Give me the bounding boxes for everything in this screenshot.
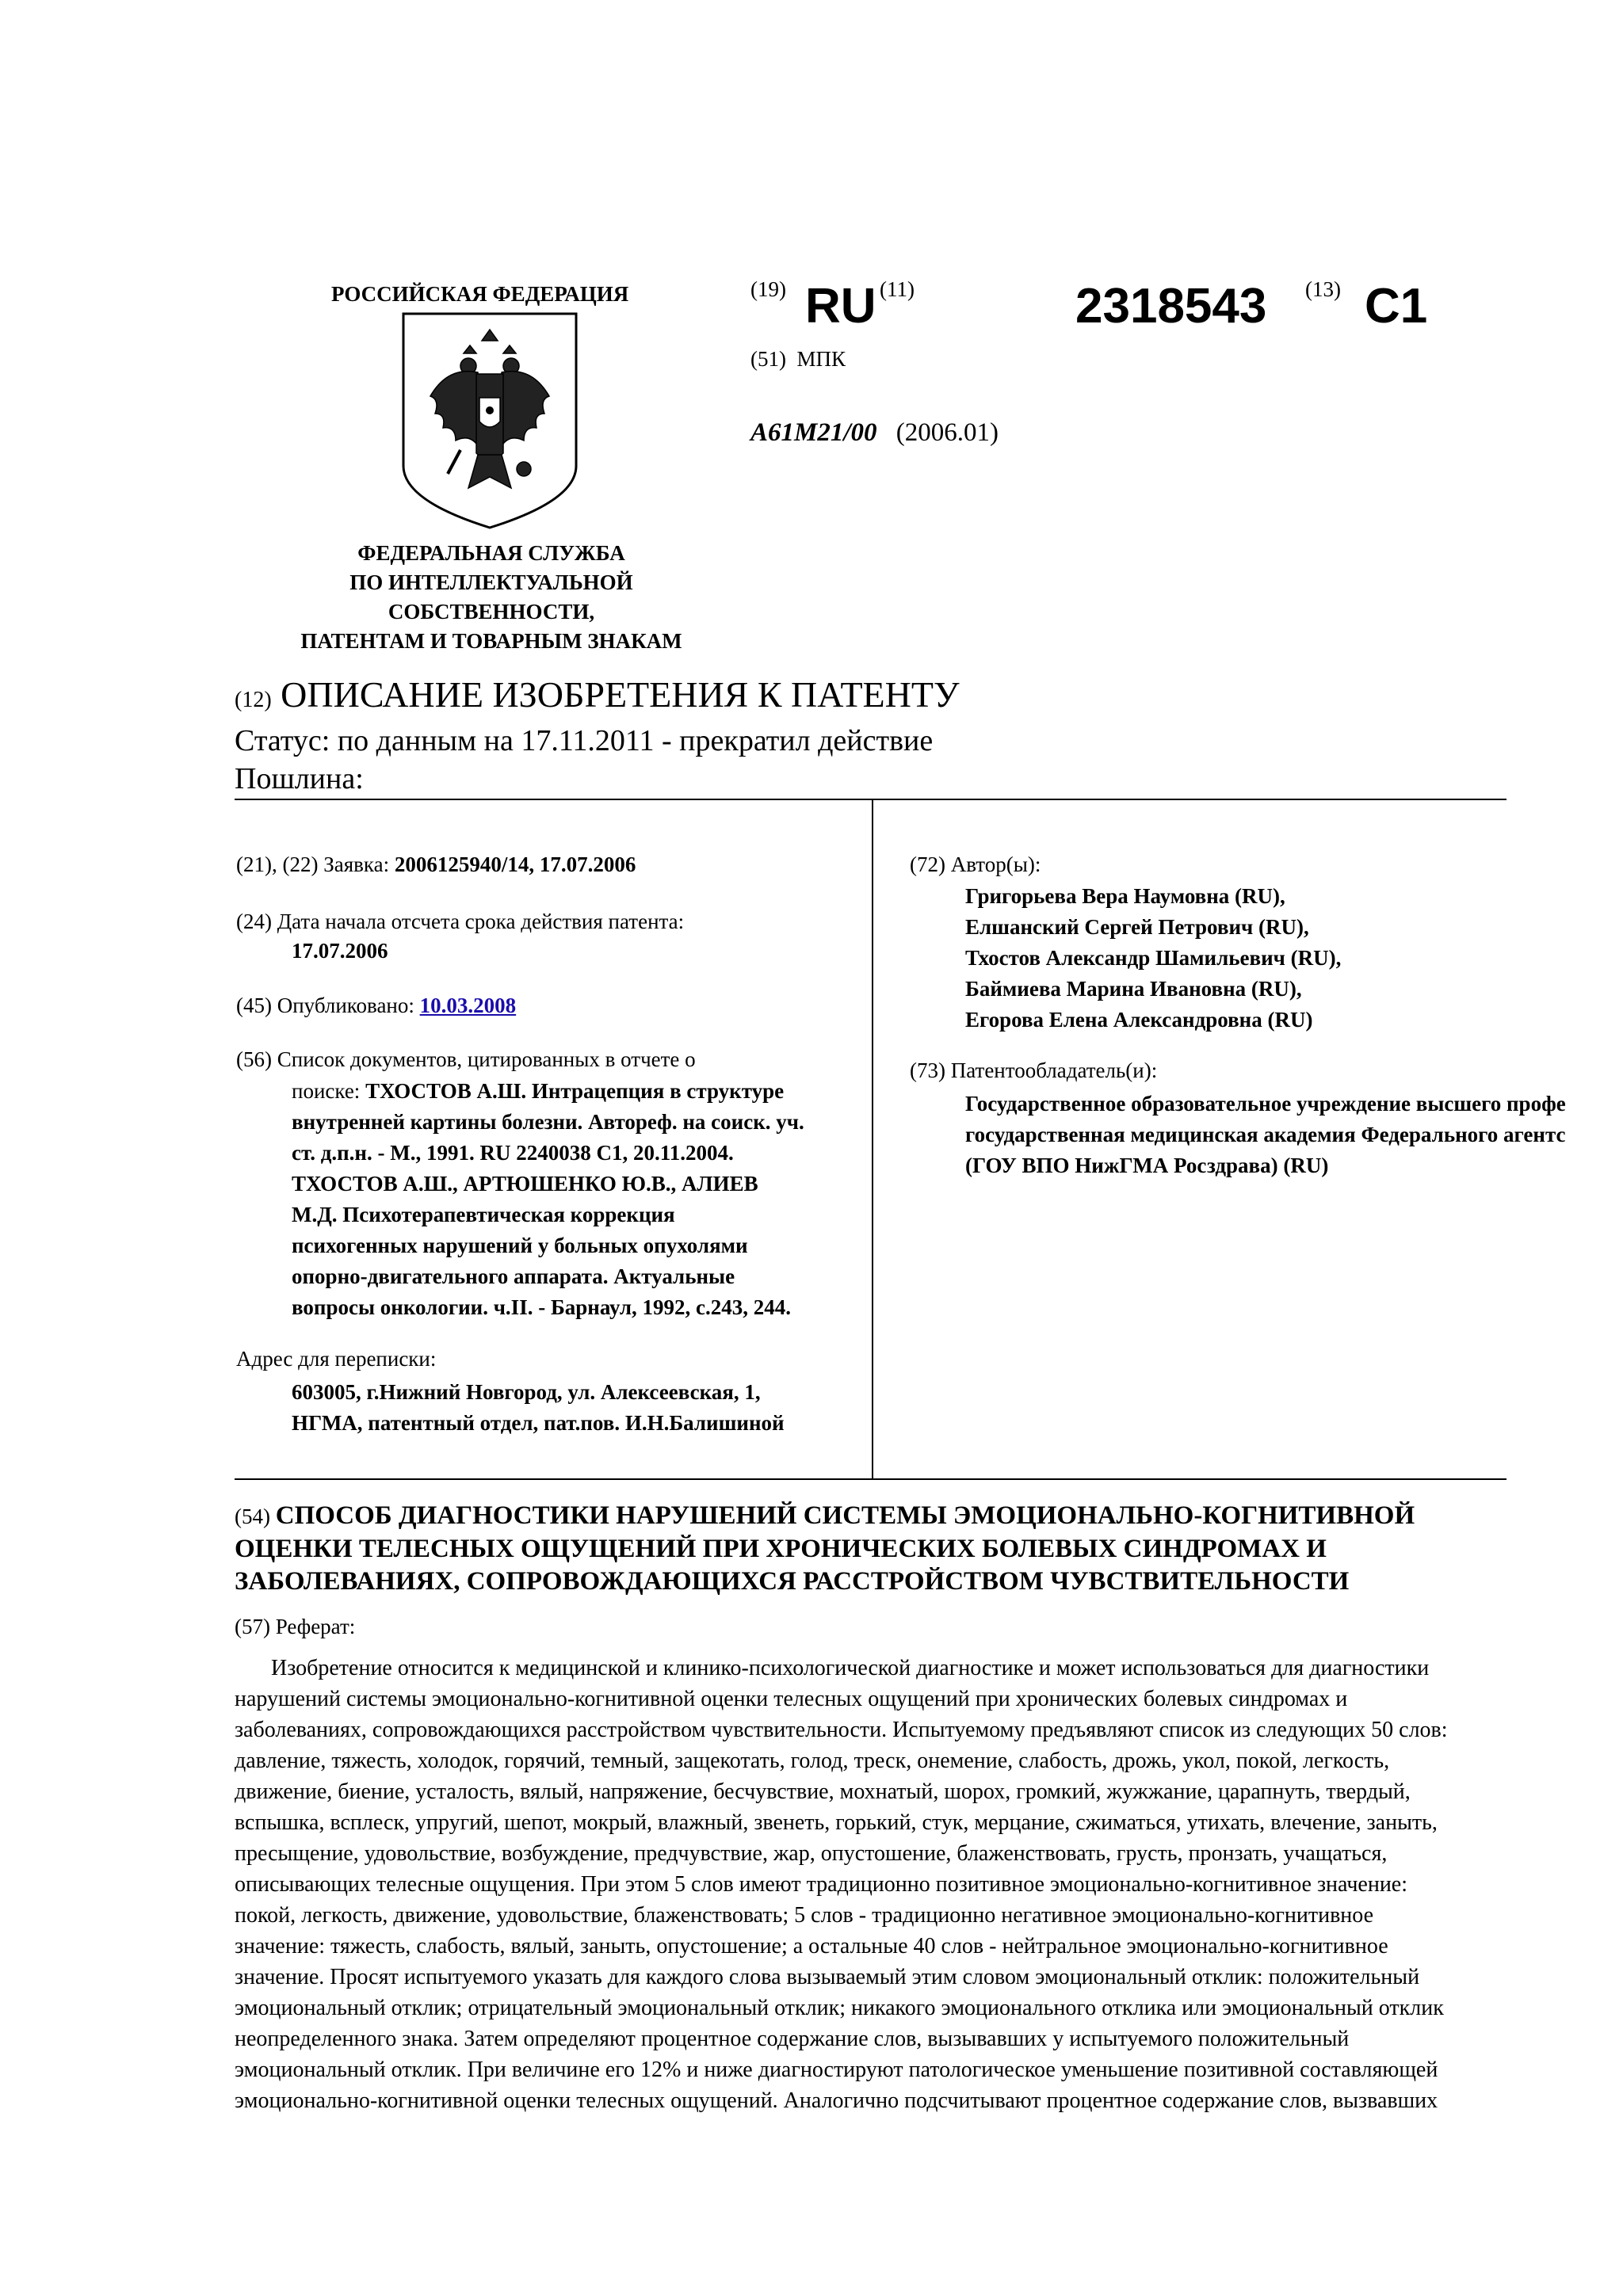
invention-title — [235, 1500, 1415, 1598]
author-item: Баймиева Марина Ивановна (RU), — [965, 977, 1302, 1001]
patent-number: 2318543 — [1075, 279, 1267, 334]
cited-line: опорно-двигательного аппарата. Актуальные — [292, 1264, 735, 1288]
cited-line: психогенных нарушений у больных опухолями — [292, 1234, 748, 1257]
abstract-line: нарушений системы эмоционально-когнитивной оценки телесных ощущений при хронических болевых синдромах и — [235, 1687, 1348, 1711]
status-line: Статус: по данным на 17.11.2011 - прекратил действие — [235, 724, 934, 757]
author-item: Елшанский Сергей Петрович (RU), — [965, 915, 1309, 939]
owner-line: (ГОУ ВПО НижГМА Росздрава) (RU) — [965, 1154, 1329, 1177]
cited-line: ТХОСТОВ А.Ш., АРТЮШЕНКО Ю.В., АЛИЕВ — [292, 1172, 758, 1196]
owner-value — [965, 1089, 1566, 1181]
author-item: Тхостов Александр Шамильевич (RU), — [965, 946, 1342, 970]
application-label: (21), (22) Заявка: — [236, 852, 395, 876]
divider-top — [235, 799, 1507, 800]
abstract-line: эмоциональный отклик. При величине его 12% и ниже диагностируют патологическое уменьшение позитивной составляющей — [235, 2058, 1438, 2082]
application-field — [236, 852, 636, 877]
code-19: (19) — [750, 277, 786, 301]
agency-name — [269, 539, 713, 656]
owner-line: государственная медицинская академия Федерального агентс — [965, 1123, 1566, 1146]
code-13: (13) — [1305, 277, 1341, 301]
authors-list — [965, 881, 1341, 1035]
cited-line: внутренней картины болезни. Автореф. на соиск. уч. — [292, 1110, 804, 1134]
start-date-value: 17.07.2006 — [292, 939, 388, 963]
abstract-line: значение. Просят испытуемого указать для каждого слова вызываемый этим словом эмоциональный отклик: положительный — [235, 1965, 1420, 1989]
code-54: (54) — [235, 1505, 276, 1528]
address-label: Адрес для переписки: — [236, 1347, 437, 1371]
abstract-line: покой, легкость, движение, удовольствие, блаженствовать; 5 слов - традиционно негативное эмоционально-когнитивное — [235, 1903, 1374, 1928]
kind-code: C1 — [1365, 279, 1428, 334]
agency-line: СОБСТВЕННОСТИ, — [388, 600, 595, 624]
abstract-line: заболеваниях, сопровождающихся расстройством чувствительности. Испытуемому предъявляют список из следующих 50 слов: — [235, 1718, 1448, 1742]
application-value: 2006125940/14, 17.07.2006 — [394, 852, 636, 876]
invention-title-line: СПОСОБ ДИАГНОСТИКИ НАРУШЕНИЙ СИСТЕМЫ ЭМОЦИОНАЛЬНО-КОГНИТИВНОЙ — [275, 1501, 1415, 1530]
code-11: (11) — [880, 277, 915, 301]
invention-title-line: ЗАБОЛЕВАНИЯХ, СОПРОВОЖДАЮЩИХСЯ РАССТРОЙСТВОМ ЧУВСТВИТЕЛЬНОСТИ — [235, 1567, 1350, 1596]
published-date-link[interactable]: 10.03.2008 — [419, 994, 517, 1017]
country-name: РОССИЙСКАЯ ФЕДЕРАЦИЯ — [331, 282, 629, 306]
start-date-label: (24) Дата начала отсчета срока действия патента: — [236, 910, 685, 933]
invention-title-line: ОЦЕНКИ ТЕЛЕСНЫХ ОЩУЩЕНИЙ ПРИ ХРОНИЧЕСКИХ БОЛЕВЫХ СИНДРОМАХ И — [235, 1535, 1327, 1563]
agency-line: ФЕДЕРАЛЬНАЯ СЛУЖБА — [357, 541, 625, 565]
address-line: НГМА, патентный отдел, пат.пов. И.Н.Балишиной — [292, 1411, 785, 1435]
published-field — [236, 994, 516, 1018]
authors-label: (72) Автор(ы): — [910, 852, 1041, 876]
address-line: 603005, г.Нижний Новгород, ул. Алексеевская, 1, — [292, 1380, 761, 1404]
abstract-line: пресыщение, удовольствие, возбуждение, предчувствие, жар, опустошение, блаженствовать, грусть, пронзать, учащаться, — [235, 1841, 1388, 1866]
owner-label: (73) Патентообладатель(и): — [910, 1058, 1158, 1082]
abstract-body — [235, 1653, 1613, 2116]
owner-line: Государственное образовательное учреждение высшего профе — [965, 1092, 1566, 1116]
author-item: Григорьева Вера Наумовна (RU), — [965, 884, 1285, 908]
abstract-line: неопределенного знака. Затем определяют процентное содержание слов, вызывавших у испытуемого положительный — [235, 2027, 1350, 2051]
cited-line: вопросы онкологии. ч.II. - Барнаул, 1992, с.243, 244. — [292, 1295, 791, 1319]
cited-line: ТХОСТОВ А.Ш. Интрацепция в структуре — [365, 1079, 785, 1103]
cited-prefix: поиске: — [292, 1079, 366, 1103]
divider-vertical — [872, 799, 873, 1480]
cited-docs — [292, 1076, 804, 1323]
abstract-line: давление, тяжесть, холодок, горячий, темный, защекотать, голод, треск, онемение, слабость, дрожь, укол, покой, легкость, — [235, 1749, 1390, 1773]
abstract-line: вспышка, всплеск, упругий, шепот, мокрый, влажный, звенеть, горький, стук, мерцание, сжиматься, утихать, влечение, заныть, — [235, 1810, 1438, 1835]
doc-type — [235, 675, 960, 720]
abstract-line: эмоциональный отклик; отрицательный эмоциональный отклик; никакого эмоционального отклика или эмоциональный отклик — [235, 1996, 1444, 2020]
right-column — [875, 840, 1623, 1283]
address-value — [292, 1377, 785, 1439]
cited-line: ст. д.п.н. - М., 1991. RU 2240038 C1, 20.11.2004. — [292, 1141, 734, 1165]
emblem — [400, 311, 579, 531]
published-label: (45) Опубликовано: — [236, 994, 420, 1017]
mpk-label: (51) МПК — [750, 347, 846, 371]
coat-of-arms-icon — [400, 311, 579, 531]
abstract-line: Изобретение относится к медицинской и клинико-психологической диагностике и может использоваться для диагностики — [271, 1656, 1430, 1680]
cited-label: (56) Список документов, цитированных в отчете о — [236, 1047, 696, 1071]
abstract-line: описывающих телесные ощущения. При этом 5 слов имеют традиционно позитивное эмоционально-когнитивное значение: — [235, 1872, 1408, 1897]
agency-line: ПО ИНТЕЛЛЕКТУАЛЬНОЙ — [349, 570, 633, 594]
fee-line: Пошлина: — [235, 762, 364, 795]
cited-line: М.Д. Психотерапевтическая коррекция — [292, 1203, 675, 1226]
ipc-line — [750, 418, 999, 448]
ipc-class: A61M21/00 — [750, 418, 877, 447]
abstract-line: движение, биение, усталость, вялый, напряжение, бесчувствие, мохнатый, шорох, громкий, жужжание, царапнуть, твердый, — [235, 1779, 1411, 1804]
abstract-line: эмоционально-когнитивной оценки телесных ощущений. Аналогично подсчитывают процентное содержание слов, вызвавших — [235, 2088, 1438, 2113]
divider-bottom — [235, 1478, 1507, 1480]
agency-line: ПАТЕНТАМ И ТОВАРНЫМ ЗНАКАМ — [300, 629, 682, 653]
code-12: (12) — [235, 688, 272, 712]
abstract-line: значение: тяжесть, слабость, вялый, заныть, опустошение; а остальные 40 слов - нейтральное эмоционально-когнитивное — [235, 1934, 1388, 1958]
country-code: RU — [805, 279, 876, 334]
ipc-version: (2006.01) — [896, 418, 999, 447]
abstract-label: (57) Реферат: — [235, 1615, 356, 1638]
doc-type-text: ОПИСАНИЕ ИЗОБРЕТЕНИЯ К ПАТЕНТУ — [281, 674, 960, 715]
author-item: Егорова Елена Александровна (RU) — [965, 1008, 1313, 1032]
